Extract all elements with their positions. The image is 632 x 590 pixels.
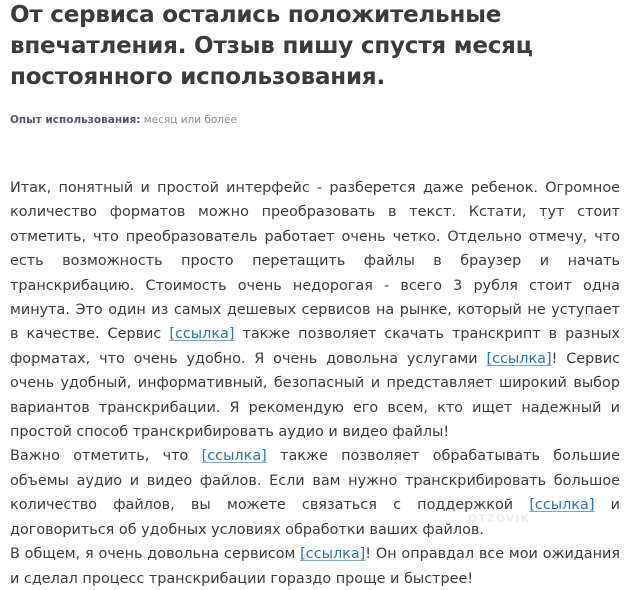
- paragraph-text: и договориться об удобных условиях обработки ваших файлов.: [10, 497, 620, 538]
- paragraph-text: также позволяет обрабатывать большие объемы аудио и видео файлов. Если вам нужно транскрибировать большое количество файлов, вы можете связаться с поддержкой: [10, 448, 620, 514]
- watermark: OTZOVIK: [468, 512, 531, 525]
- review-paragraph-1: [10, 176, 620, 444]
- paragraph-text: ! Он оправдал все мои ожидания и сделал процесс транскрибации гораздо проще и быстрее!: [10, 546, 620, 587]
- review-card: [10, 0, 620, 590]
- service-link[interactable]: [ссылка]: [486, 350, 552, 367]
- paragraph-text: Важно отметить, что: [10, 448, 202, 465]
- review-body: [10, 176, 620, 590]
- usage-experience-value: месяц или более: [143, 114, 237, 126]
- service-link[interactable]: [ссылка]: [300, 546, 366, 563]
- paragraph-text: Итак, понятный и простой интерфейс - разберется даже ребенок. Огромное количество форматов можно преобразовать в текст. Кстати, тут стоит отметить, что преобразователь работает очень четко. Отдельно отмечу, что есть возможность просто перетащить файлы в браузер и начать транскрибацию. Стоимость очень недорогая - всего 3 рубля стоит одна минута. Это один из самых дешевых сервисов на рынке, который не уступает в качестве. Сервис: [10, 180, 620, 343]
- paragraph-text: В общем, я очень довольна сервисом: [10, 546, 301, 563]
- service-link[interactable]: [ссылка]: [169, 326, 235, 343]
- paragraph-text: ! Сервис очень удобный, информативный, безопасный и представляет широкий выбор вариантов транскрибации. Я рекомендую его всем, кто ищет надежный и простой способ транскрибировать аудио и видео файлы!: [10, 350, 620, 441]
- usage-experience: [10, 113, 620, 127]
- paragraph-text: также позволяет скачать транскрипт в разных форматах, что очень удобно. Я очень довольна услугами: [10, 326, 620, 367]
- service-link[interactable]: [ссылка]: [201, 448, 267, 465]
- review-paragraph-3: [10, 542, 620, 590]
- review-paragraph-2: [10, 444, 620, 542]
- support-link[interactable]: [ссылка]: [529, 497, 595, 514]
- usage-experience-label: Опыт использования:: [10, 114, 141, 126]
- review-title: От сервиса остались положительные впечатления. Отзыв пишу спустя месяц постоянного использования.: [10, 2, 533, 90]
